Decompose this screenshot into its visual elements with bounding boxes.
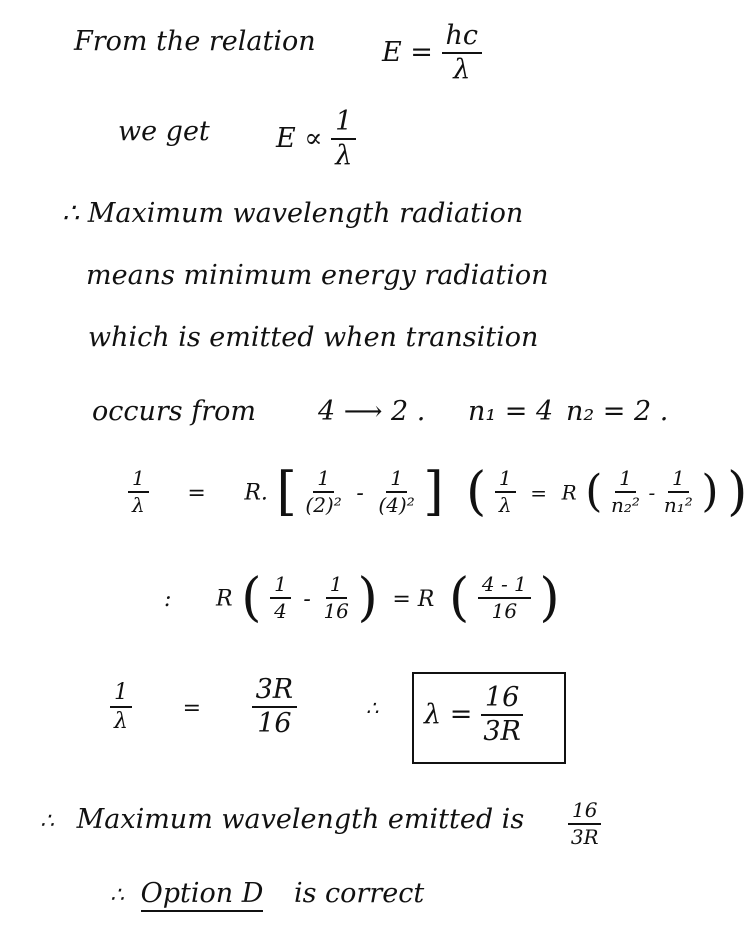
formula-inner-open: (: [585, 466, 603, 517]
line-emitted-transition: which is emitted when transition: [88, 322, 539, 353]
transition-arrow: 4 ⟶ 2 .: [318, 396, 426, 427]
prop-denominator: λ: [335, 140, 353, 172]
eq2-minus: -: [303, 586, 311, 612]
inverse-wavelength: [110, 676, 378, 739]
final-text: Maximum wavelength emitted is: [76, 804, 525, 835]
result-num: 16: [481, 684, 523, 716]
eq3-rhs-num: 3R: [252, 676, 298, 708]
eq3-lhs: [110, 681, 132, 733]
formula-a-den: n₂²: [611, 493, 640, 517]
hc-over-lambda: [442, 22, 483, 85]
formula-minus: -: [648, 480, 656, 505]
eq1-term2: [378, 468, 414, 516]
we-get-text: we get: [118, 116, 210, 147]
conclusion-correct: is correct: [293, 878, 425, 909]
formula-a-num: 1: [615, 468, 636, 493]
rydberg-substitution: [128, 462, 444, 522]
result-lhs: λ =: [424, 698, 473, 730]
hc-numerator: hc: [442, 22, 483, 54]
eq1-minus: -: [356, 480, 364, 506]
eq1-equals: =: [187, 480, 206, 506]
formula-term-b: [664, 468, 693, 516]
formula-lhs: [495, 468, 516, 516]
n1-value: n₁ = 4: [468, 396, 554, 427]
formula-lhs-den: λ: [498, 493, 512, 517]
eq2-term-b: [323, 574, 348, 622]
eq2-b-num: 1: [326, 574, 347, 599]
line-minimum-energy: means minimum energy radiation: [86, 260, 549, 291]
eq1-term1: [305, 468, 341, 516]
eq2-close-paren-2: ): [539, 568, 560, 628]
final-num: 16: [568, 800, 601, 825]
hc-denominator: λ: [453, 54, 471, 86]
formula-equals: =: [530, 480, 547, 505]
eq2-R: R: [216, 586, 233, 612]
eq3-rhs-den: 16: [257, 708, 292, 740]
energy-relation: [382, 22, 482, 85]
final-fraction: [568, 800, 601, 848]
conclusion-option: Option D: [141, 878, 264, 912]
eq1-lhs-den: λ: [132, 493, 145, 517]
proportionality: [276, 108, 356, 171]
formula-close-paren: ): [727, 462, 747, 522]
eq2-b-den: 16: [323, 599, 349, 623]
eq2-open-paren-2: (: [448, 568, 470, 628]
rydberg-formula: [466, 462, 747, 522]
eq1-t1-num: 1: [313, 468, 334, 493]
eq2-a-num: 1: [270, 574, 291, 599]
line-occurs-from: occurs from: [92, 396, 256, 427]
formula-b-num: 1: [668, 468, 689, 493]
simplification: [164, 568, 560, 628]
eq3-lhs-den: λ: [114, 709, 128, 735]
eq1-lhs: [128, 468, 149, 516]
formula-inner-close: ): [701, 466, 719, 517]
result-fraction: [481, 684, 523, 747]
eq3-lhs-num: 1: [110, 681, 132, 708]
eq1-lhs-num: 1: [128, 468, 149, 493]
relation-text: From the relation: [74, 26, 316, 57]
eq1-t2-num: 1: [386, 468, 407, 493]
one-over-lambda: [331, 108, 356, 171]
final-value: [568, 800, 601, 848]
line-maximum-wavelength: ∴ Maximum wavelength radiation: [62, 198, 524, 229]
eq2-term-c: [478, 574, 531, 622]
conclusion-therefore: ∴: [110, 883, 124, 908]
line-relation: [74, 28, 316, 55]
eq1-R: R.: [244, 480, 268, 506]
eq2-equals: :: [164, 586, 172, 612]
formula-open-paren: (: [466, 462, 487, 522]
eq3-therefore: ∴: [365, 695, 379, 720]
formula-term-a: [611, 468, 640, 516]
formula-b-den: n₁²: [663, 493, 693, 517]
eq2-close-paren: ): [357, 568, 378, 628]
eq2-a-den: 4: [274, 599, 287, 623]
n2-value: n₂ = 2 .: [566, 396, 669, 427]
eq2-equals-R: = R: [392, 586, 435, 612]
formula-R: R: [561, 480, 577, 505]
eq2-c-num: 4 - 1: [478, 574, 531, 599]
boxed-result: [424, 684, 523, 747]
energy-lhs: E =: [382, 36, 433, 68]
eq1-open-bracket: [: [276, 462, 297, 522]
eq2-c-den: 16: [491, 599, 518, 623]
line-we-get: [118, 118, 210, 145]
eq2-term-a: [270, 574, 291, 622]
eq1-t1-den: (2)²: [305, 493, 342, 517]
eq1-close-bracket: ]: [423, 462, 444, 522]
formula-lhs-num: 1: [495, 468, 516, 493]
conclusion: [110, 880, 424, 907]
eq3-equals: =: [182, 695, 202, 721]
final-statement: [40, 806, 524, 833]
prop-numerator: 1: [331, 108, 356, 140]
eq3-rhs: [252, 676, 298, 739]
result-den: 3R: [483, 716, 521, 748]
eq2-open-paren: (: [241, 568, 262, 628]
final-therefore: ∴: [40, 809, 54, 834]
proportional-lhs: E ∝: [276, 122, 323, 154]
final-den: 3R: [570, 825, 599, 849]
eq1-t2-den: (4)²: [378, 493, 415, 517]
